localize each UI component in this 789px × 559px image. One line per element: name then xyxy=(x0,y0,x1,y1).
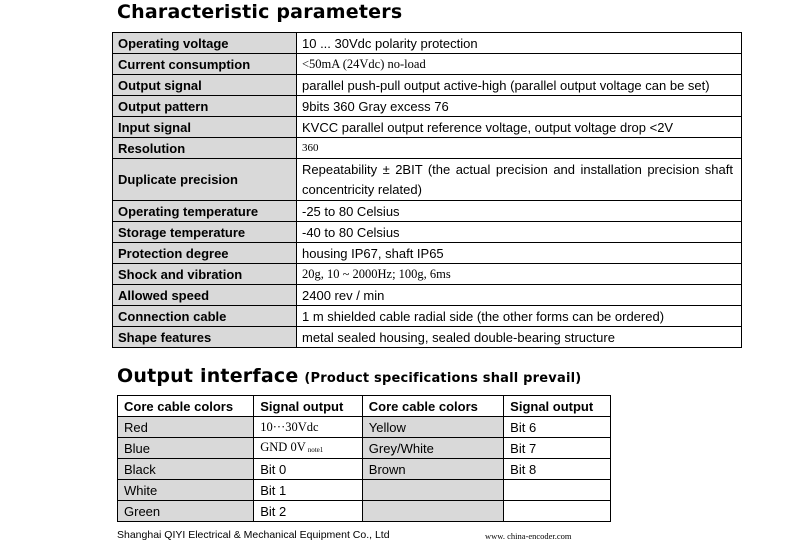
signal-output-empty xyxy=(504,480,611,501)
signal-output: Bit 0 xyxy=(254,459,363,480)
param-key: Duplicate precision xyxy=(113,159,297,201)
param-value: 10 ... 30Vdc polarity protection xyxy=(297,33,742,54)
gnd-label: GND 0V xyxy=(260,439,306,454)
signal-output: Bit 7 xyxy=(504,438,611,459)
param-key: Input signal xyxy=(113,117,297,138)
param-value: metal sealed housing, sealed double-bearing structure xyxy=(297,327,742,348)
col-header: Signal output xyxy=(504,396,611,417)
col-header: Core cable colors xyxy=(362,396,503,417)
cable-color: Brown xyxy=(362,459,503,480)
output-interface-note: (Product specifications shall prevail) xyxy=(304,371,582,386)
cable-color-empty xyxy=(362,480,503,501)
param-value: -40 to 80 Celsius xyxy=(297,222,742,243)
cable-color: Red xyxy=(118,417,254,438)
output-interface-table xyxy=(117,395,611,522)
gnd-note: note1 xyxy=(307,445,324,454)
signal-output xyxy=(254,438,363,459)
cable-color: Grey/White xyxy=(362,438,503,459)
param-key: Shock and vibration xyxy=(113,264,297,285)
signal-output-empty xyxy=(504,501,611,522)
cable-color-empty xyxy=(362,501,503,522)
param-key: Operating temperature xyxy=(113,201,297,222)
param-key: Output signal xyxy=(113,75,297,96)
param-key: Current consumption xyxy=(113,54,297,75)
param-key: Connection cable xyxy=(113,306,297,327)
output-interface-title: Output interface xyxy=(117,365,299,387)
parameters-table xyxy=(112,32,742,348)
param-value: Repeatability ± 2BIT (the actual precision and installation precision shaft concentricity related) xyxy=(297,159,742,201)
param-value: 9bits 360 Gray excess 76 xyxy=(297,96,742,117)
param-key: Storage temperature xyxy=(113,222,297,243)
col-header: Core cable colors xyxy=(118,396,254,417)
cable-color: White xyxy=(118,480,254,501)
param-value: KVCC parallel output reference voltage, output voltage drop <2V xyxy=(297,117,742,138)
signal-output: 10···30Vdc xyxy=(254,417,363,438)
signal-output: Bit 2 xyxy=(254,501,363,522)
col-header: Signal output xyxy=(254,396,363,417)
cable-color: Green xyxy=(118,501,254,522)
param-key: Protection degree xyxy=(113,243,297,264)
param-value: 1 m shielded cable radial side (the other forms can be ordered) xyxy=(297,306,742,327)
param-key: Shape features xyxy=(113,327,297,348)
footer-company: Shanghai QIYI Electrical & Mechanical Equipment Co., Ltd xyxy=(117,529,390,541)
cable-color: Yellow xyxy=(362,417,503,438)
param-value: -25 to 80 Celsius xyxy=(297,201,742,222)
cable-color: Blue xyxy=(118,438,254,459)
param-value: housing IP67, shaft IP65 xyxy=(297,243,742,264)
param-key: Allowed speed xyxy=(113,285,297,306)
param-value: 2400 rev / min xyxy=(297,285,742,306)
section-title-characteristics: Characteristic parameters xyxy=(117,1,403,23)
signal-output: Bit 1 xyxy=(254,480,363,501)
signal-output: Bit 6 xyxy=(504,417,611,438)
signal-output: Bit 8 xyxy=(504,459,611,480)
param-value: <50mA (24Vdc) no-load xyxy=(297,54,742,75)
param-value: 360 xyxy=(297,138,742,159)
param-key: Resolution xyxy=(113,138,297,159)
cable-color: Black xyxy=(118,459,254,480)
param-key: Output pattern xyxy=(113,96,297,117)
param-value: parallel push-pull output active-high (parallel output voltage can be set) xyxy=(297,75,742,96)
section-title-output-interface xyxy=(117,365,581,387)
param-value: 20g, 10 ~ 2000Hz; 100g, 6ms xyxy=(297,264,742,285)
param-key: Operating voltage xyxy=(113,33,297,54)
footer-url: www. china-encoder.com xyxy=(485,531,572,541)
